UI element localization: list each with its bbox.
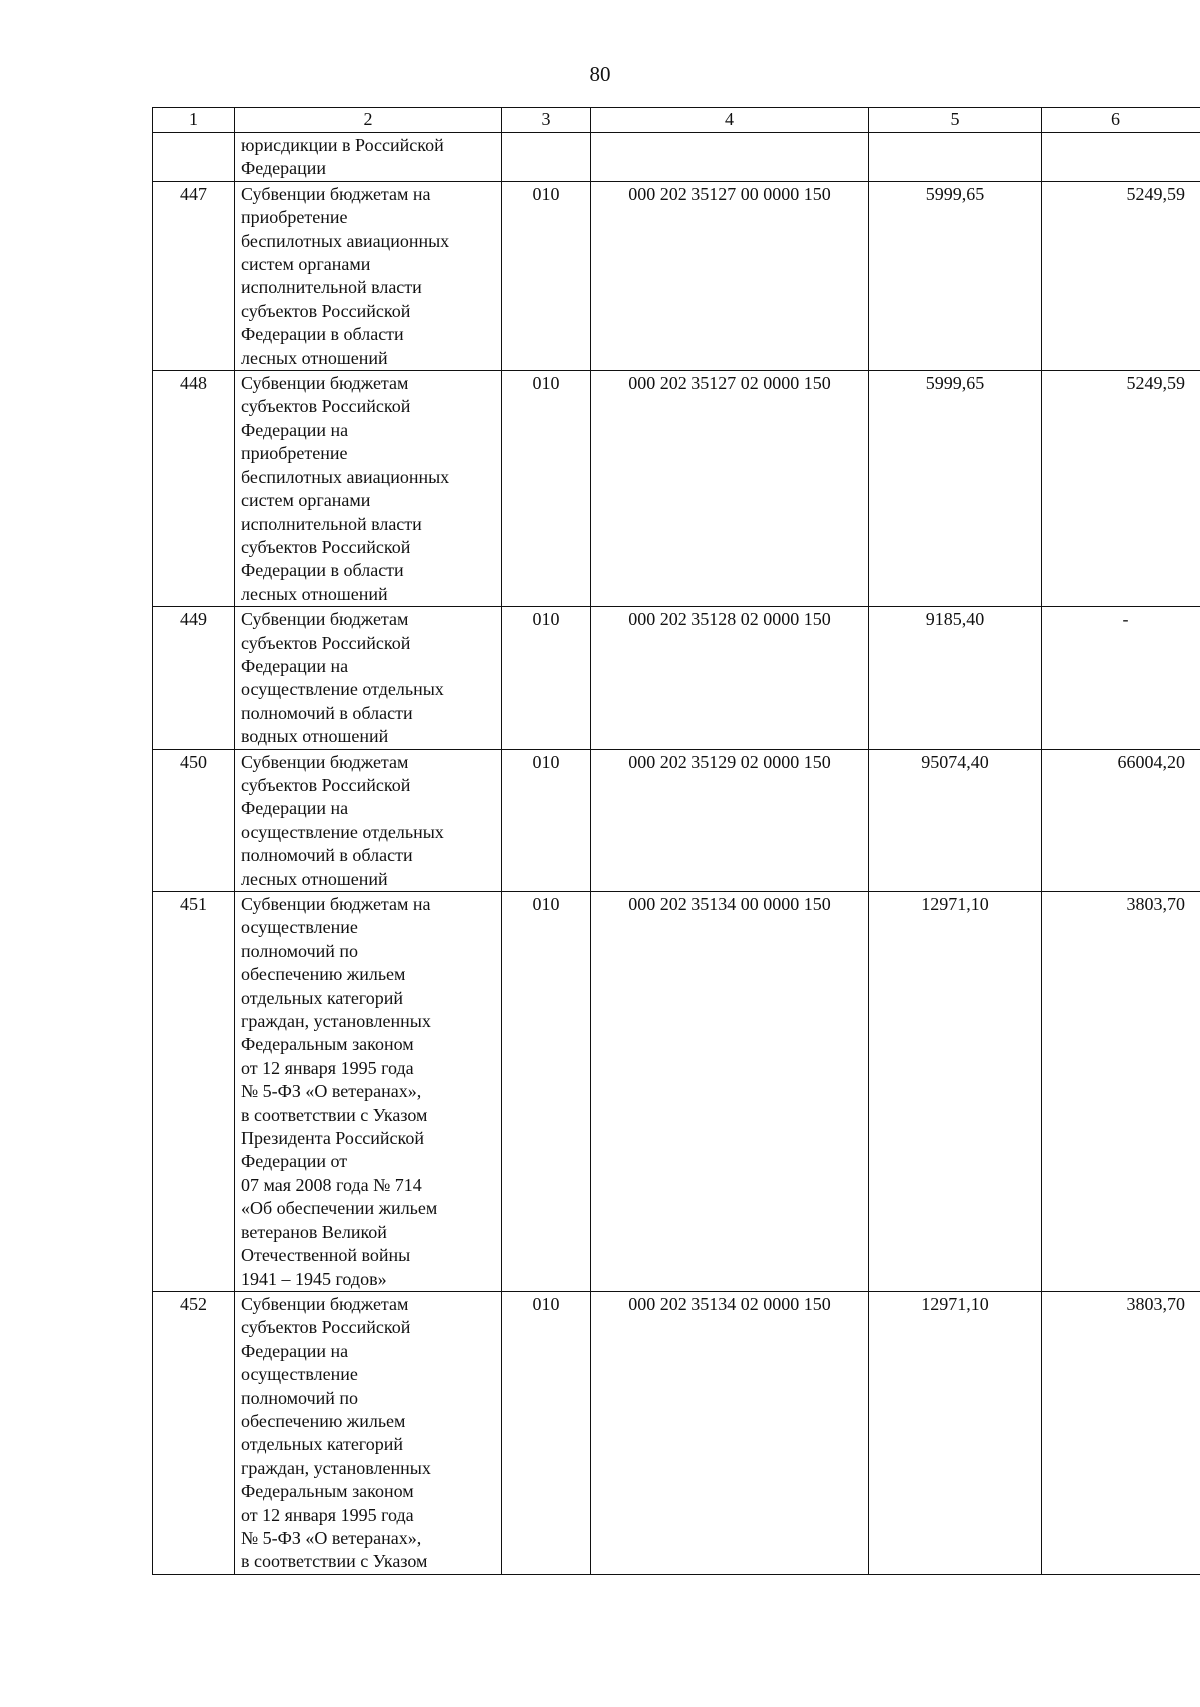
row-number-cell: 447	[153, 181, 235, 370]
row-value-6-cell: 3803,70	[1042, 1291, 1200, 1574]
row-name-cell: Субвенции бюджетам на приобретение беспилотных авиационных систем органами исполнительной власти субъектов Российской Федерации в области лесных отношений	[235, 181, 502, 370]
row-name-cell: Субвенции бюджетам субъектов Российской Федерации на осуществление отдельных полномочий в области лесных отношений	[235, 749, 502, 891]
row-code-cell	[502, 133, 591, 182]
header-col-2: 2	[235, 108, 502, 133]
row-code-cell: 010	[502, 892, 591, 1292]
row-value-5-cell: 12971,10	[869, 892, 1042, 1292]
page-number: 80	[589, 62, 611, 86]
table-body	[153, 133, 1200, 1575]
row-number-cell: 452	[153, 1291, 235, 1574]
row-name-cell: юрисдикции в Российской Федерации	[235, 133, 502, 182]
row-number-cell	[153, 133, 235, 182]
row-value-5-cell: 9185,40	[869, 607, 1042, 749]
row-code-cell: 010	[502, 749, 591, 891]
table-row	[153, 749, 1200, 891]
header-col-6: 6	[1042, 108, 1200, 133]
header-col-1: 1	[153, 108, 235, 133]
row-value-5-cell	[869, 133, 1042, 182]
header-row	[153, 108, 1200, 133]
row-number-cell: 449	[153, 607, 235, 749]
row-kbk-cell: 000 202 35134 00 0000 150	[591, 892, 869, 1292]
row-kbk-cell: 000 202 35129 02 0000 150	[591, 749, 869, 891]
header-col-5: 5	[869, 108, 1042, 133]
row-kbk-cell	[591, 133, 869, 182]
row-value-6-cell	[1042, 133, 1200, 182]
table-header	[153, 108, 1200, 133]
table-row	[153, 1291, 1200, 1574]
table-row	[153, 892, 1200, 1292]
row-value-6-cell: 3803,70	[1042, 892, 1200, 1292]
row-value-5-cell: 5999,65	[869, 181, 1042, 370]
row-code-cell: 010	[502, 1291, 591, 1574]
row-number-cell: 450	[153, 749, 235, 891]
row-number-cell: 448	[153, 371, 235, 607]
row-code-cell: 010	[502, 181, 591, 370]
row-number-cell: 451	[153, 892, 235, 1292]
row-name-cell: Субвенции бюджетам субъектов Российской Федерации на осуществление отдельных полномочий в области водных отношений	[235, 607, 502, 749]
table-row	[153, 371, 1200, 607]
row-name-cell: Субвенции бюджетам субъектов Российской Федерации на осуществление полномочий по обеспечению жильем отдельных категорий граждан, установленных Федеральным законом от 12 января 1995 года № 5-ФЗ «О ветеранах», в соответствии с Указом	[235, 1291, 502, 1574]
row-value-6-cell: 5249,59	[1042, 181, 1200, 370]
table-row	[153, 607, 1200, 749]
table-row	[153, 133, 1200, 182]
row-name-cell: Субвенции бюджетам на осуществление полномочий по обеспечению жильем отдельных категорий граждан, установленных Федеральным законом от 12 января 1995 года № 5-ФЗ «О ветеранах», в соответствии с Указом Президента Российской Федерации от 07 мая 2008 года № 714 «Об обеспечении жильем ветеранов Великой Отечественной войны 1941 – 1945 годов»	[235, 892, 502, 1292]
row-value-6-cell: -	[1042, 607, 1200, 749]
row-code-cell: 010	[502, 607, 591, 749]
row-kbk-cell: 000 202 35127 00 0000 150	[591, 181, 869, 370]
row-code-cell: 010	[502, 371, 591, 607]
row-value-5-cell: 95074,40	[869, 749, 1042, 891]
row-value-5-cell: 12971,10	[869, 1291, 1042, 1574]
row-kbk-cell: 000 202 35134 02 0000 150	[591, 1291, 869, 1574]
header-col-3: 3	[502, 108, 591, 133]
table-row	[153, 181, 1200, 370]
row-name-cell: Субвенции бюджетам субъектов Российской Федерации на приобретение беспилотных авиационных систем органами исполнительной власти субъектов Российской Федерации в области лесных отношений	[235, 371, 502, 607]
row-kbk-cell: 000 202 35127 02 0000 150	[591, 371, 869, 607]
budget-table	[152, 107, 1200, 1575]
header-col-4: 4	[591, 108, 869, 133]
row-value-6-cell: 66004,20	[1042, 749, 1200, 891]
row-kbk-cell: 000 202 35128 02 0000 150	[591, 607, 869, 749]
row-value-5-cell: 5999,65	[869, 371, 1042, 607]
row-value-6-cell: 5249,59	[1042, 371, 1200, 607]
